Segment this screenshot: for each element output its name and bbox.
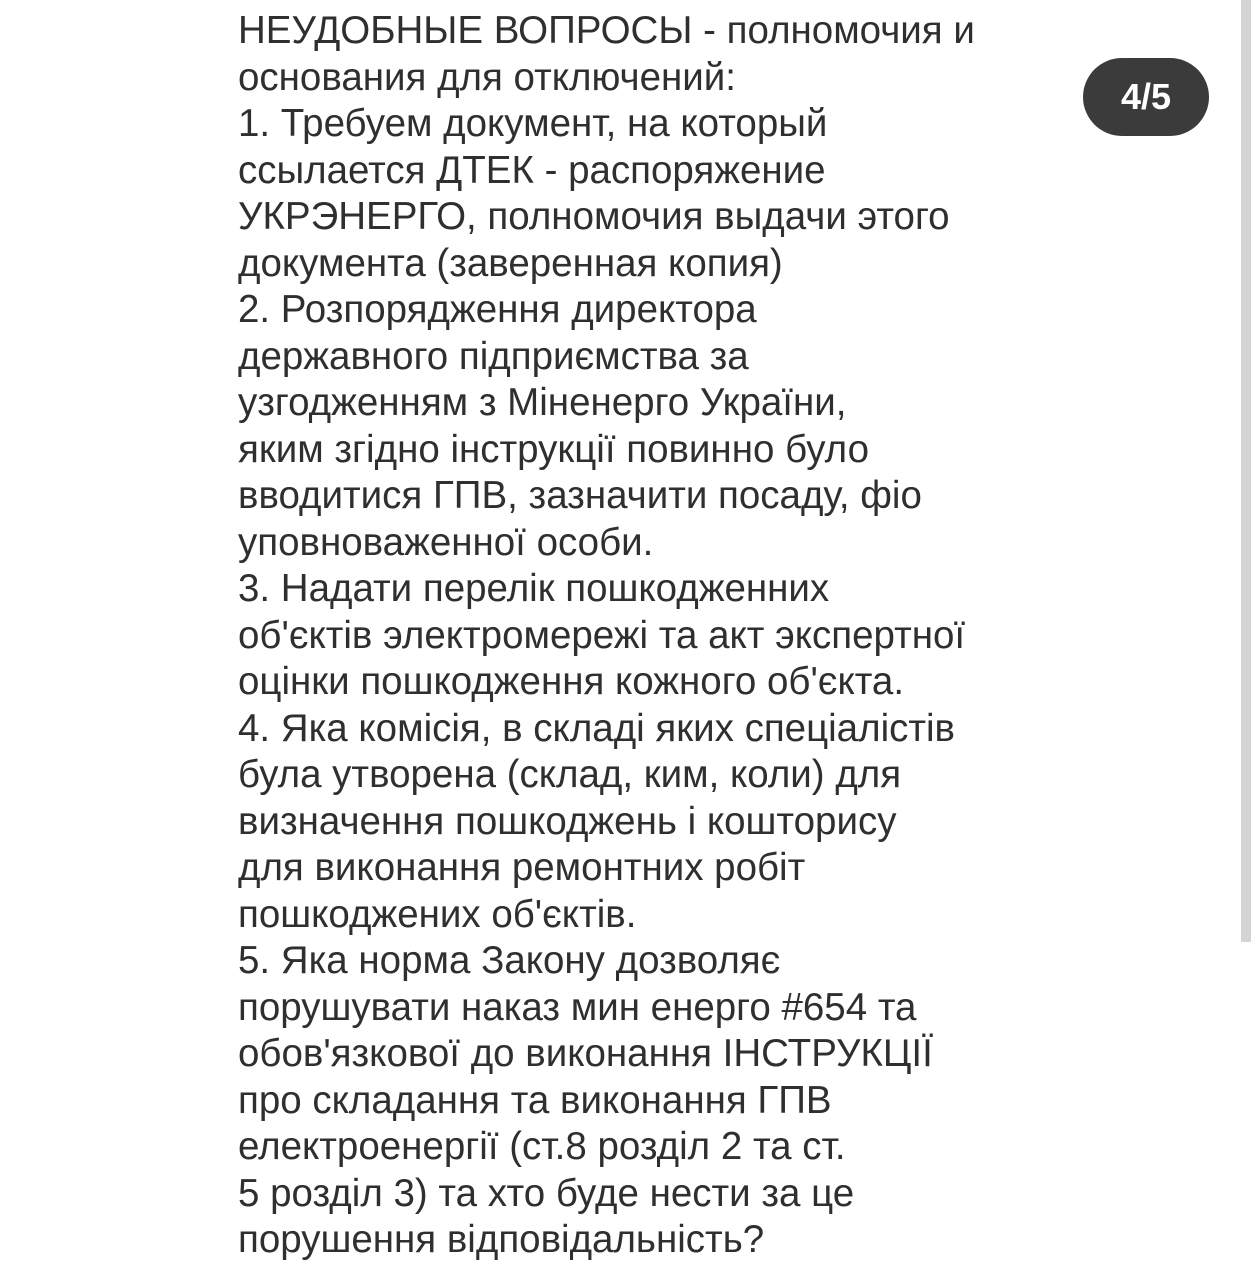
text-line: основания для отключений:	[238, 55, 736, 99]
text-line: порушувати наказ мин енерго #654 та	[238, 985, 917, 1029]
text-line: порушення відповідальність?	[238, 1218, 765, 1261]
text-line: 5 розділ 3) та хто буде нести за це	[238, 1171, 855, 1215]
text-line: НЕУДОБНЫЕ ВОПРОСЫ - полномочия и	[238, 9, 975, 52]
text-line: 5. Яка норма Закону дозволяє	[238, 939, 781, 982]
message-text	[238, 8, 1028, 1264]
text-line: узгодженням з Міненерго України,	[238, 381, 847, 424]
text-line: пошкоджених об'єктів.	[238, 892, 637, 936]
text-line: електроенергії (ст.8 розділ 2 та ст.	[238, 1125, 846, 1168]
text-line: документа (заверенная копия)	[238, 241, 783, 285]
text-line: оцінки пошкодження кожного об'єкта.	[238, 660, 905, 703]
text-line: УКРЭНЕРГО, полномочия выдачи этого	[238, 195, 950, 238]
text-line: об'єктів электромережі та акт экспертної	[238, 613, 966, 657]
text-line: про складання та виконання ГПВ	[238, 1078, 832, 1122]
text-line: 2. Розпорядження директора	[238, 288, 757, 331]
text-line: була утворена (склад, ким, коли) для	[238, 753, 902, 796]
text-line: 3. Надати перелік пошкодженних	[238, 567, 830, 610]
text-line: 4. Яка комісія, в складі яких спеціалістів	[238, 706, 956, 750]
text-line: обов'язкової до виконання ІНСТРУКЦІЇ	[238, 1032, 933, 1075]
text-line: уповноваженної особи.	[238, 520, 654, 564]
text-line: для виконання ремонтних робіт	[238, 846, 806, 889]
text-line: 1. Требуем документ, на который	[238, 102, 828, 145]
text-line: державного підприємства за	[238, 334, 749, 378]
scrollbar[interactable]	[1241, 0, 1251, 942]
text-line: ссылается ДТЕК - распоряжение	[238, 148, 826, 192]
text-line: вводитися ГПВ, зазначити посаду, фіо	[238, 474, 922, 517]
page-counter-badge: 4/5	[1083, 58, 1209, 136]
text-line: яким згідно інструкції повинно було	[238, 427, 869, 471]
text-line: визначення пошкоджень і кошторису	[238, 799, 897, 843]
